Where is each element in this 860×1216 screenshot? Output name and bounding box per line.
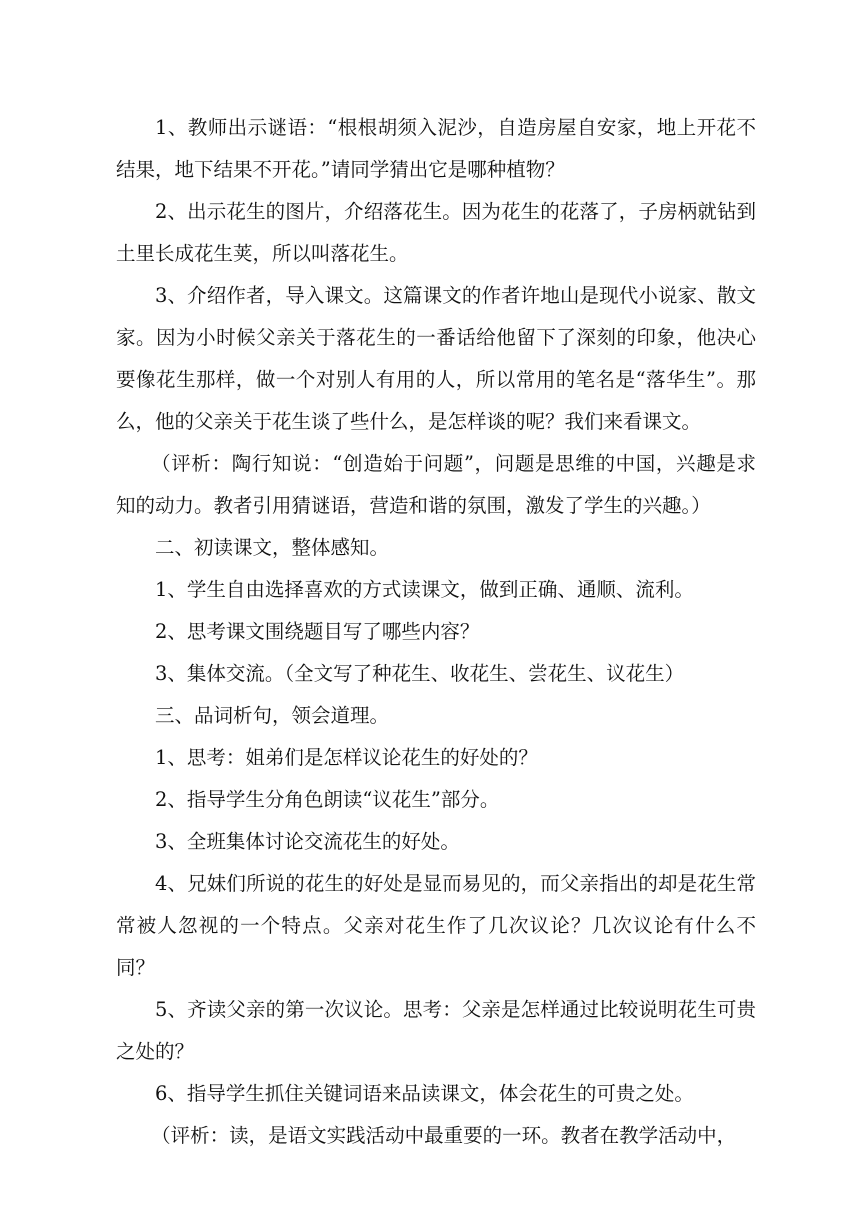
paragraph-class-discussion: 3、全班集体讨论交流花生的好处。 [155, 830, 460, 853]
paragraph-commentary-2: （评析：读，是语文实践活动中最重要的一环。教者在教学活动中， [151, 1124, 737, 1147]
section-heading-first-reading: 二、初读课文，整体感知。 [155, 536, 390, 559]
paragraph-peanut-picture: 2、出示花生的图片，介绍落花生。因为花生的花落了，子房柄就钻到土里长成花生荚，所以叫落花生。 [116, 200, 756, 265]
paragraph-author-intro: 3、介绍作者，导入课文。这篇课文的作者许地山是现代小说家、散文家。因为小时候父亲关于落花生的一番话给他留下了深刻的印象，他决心要像花生那样，做一个对别人有用的人，所以常用的笔名是“落华生”。那么，他的父亲关于花生谈了些什么，是怎样谈的呢？我们来看课文。 [116, 284, 756, 433]
paragraph-think-content: 2、思考课文围绕题目写了哪些内容？ [155, 620, 480, 643]
paragraph-first-discussion: 5、齐读父亲的第一次议论。思考：父亲是怎样通过比较说明花生可贵之处的？ [116, 998, 756, 1063]
paragraph-free-reading: 1、学生自由选择喜欢的方式读课文，做到正确、通顺、流利。 [155, 578, 694, 601]
document-body [116, 107, 756, 1157]
section-heading-word-analysis: 三、品词析句，领会道理。 [155, 704, 390, 727]
paragraph-keyword-reading: 6、指导学生抓住关键词语来品读课文，体会花生的可贵之处。 [155, 1082, 694, 1105]
paragraph-riddle: 1、教师出示谜语：“根根胡须入泥沙，自造房屋自安家，地上开花不结果，地下结果不开花。”请同学猜出它是哪种植物？ [116, 116, 756, 181]
paragraph-think-siblings: 1、思考：姐弟们是怎样议论花生的好处的？ [155, 746, 538, 769]
paragraph-group-exchange: 3、集体交流。（全文写了种花生、收花生、尝花生、议花生） [155, 662, 685, 685]
paragraph-commentary-1: （评析：陶行知说：“创造始于问题”，问题是思维的中国，兴趣是求知的动力。教者引用猜谜语，营造和谐的氛围，激发了学生的兴趣。） [116, 452, 756, 517]
paragraph-father-discussion: 4、兄妹们所说的花生的好处是显而易见的，而父亲指出的却是花生常常被人忽视的一个特点。父亲对花生作了几次议论？几次议论有什么不同？ [116, 872, 756, 979]
paragraph-role-reading: 2、指导学生分角色朗读“议花生”部分。 [155, 788, 500, 811]
